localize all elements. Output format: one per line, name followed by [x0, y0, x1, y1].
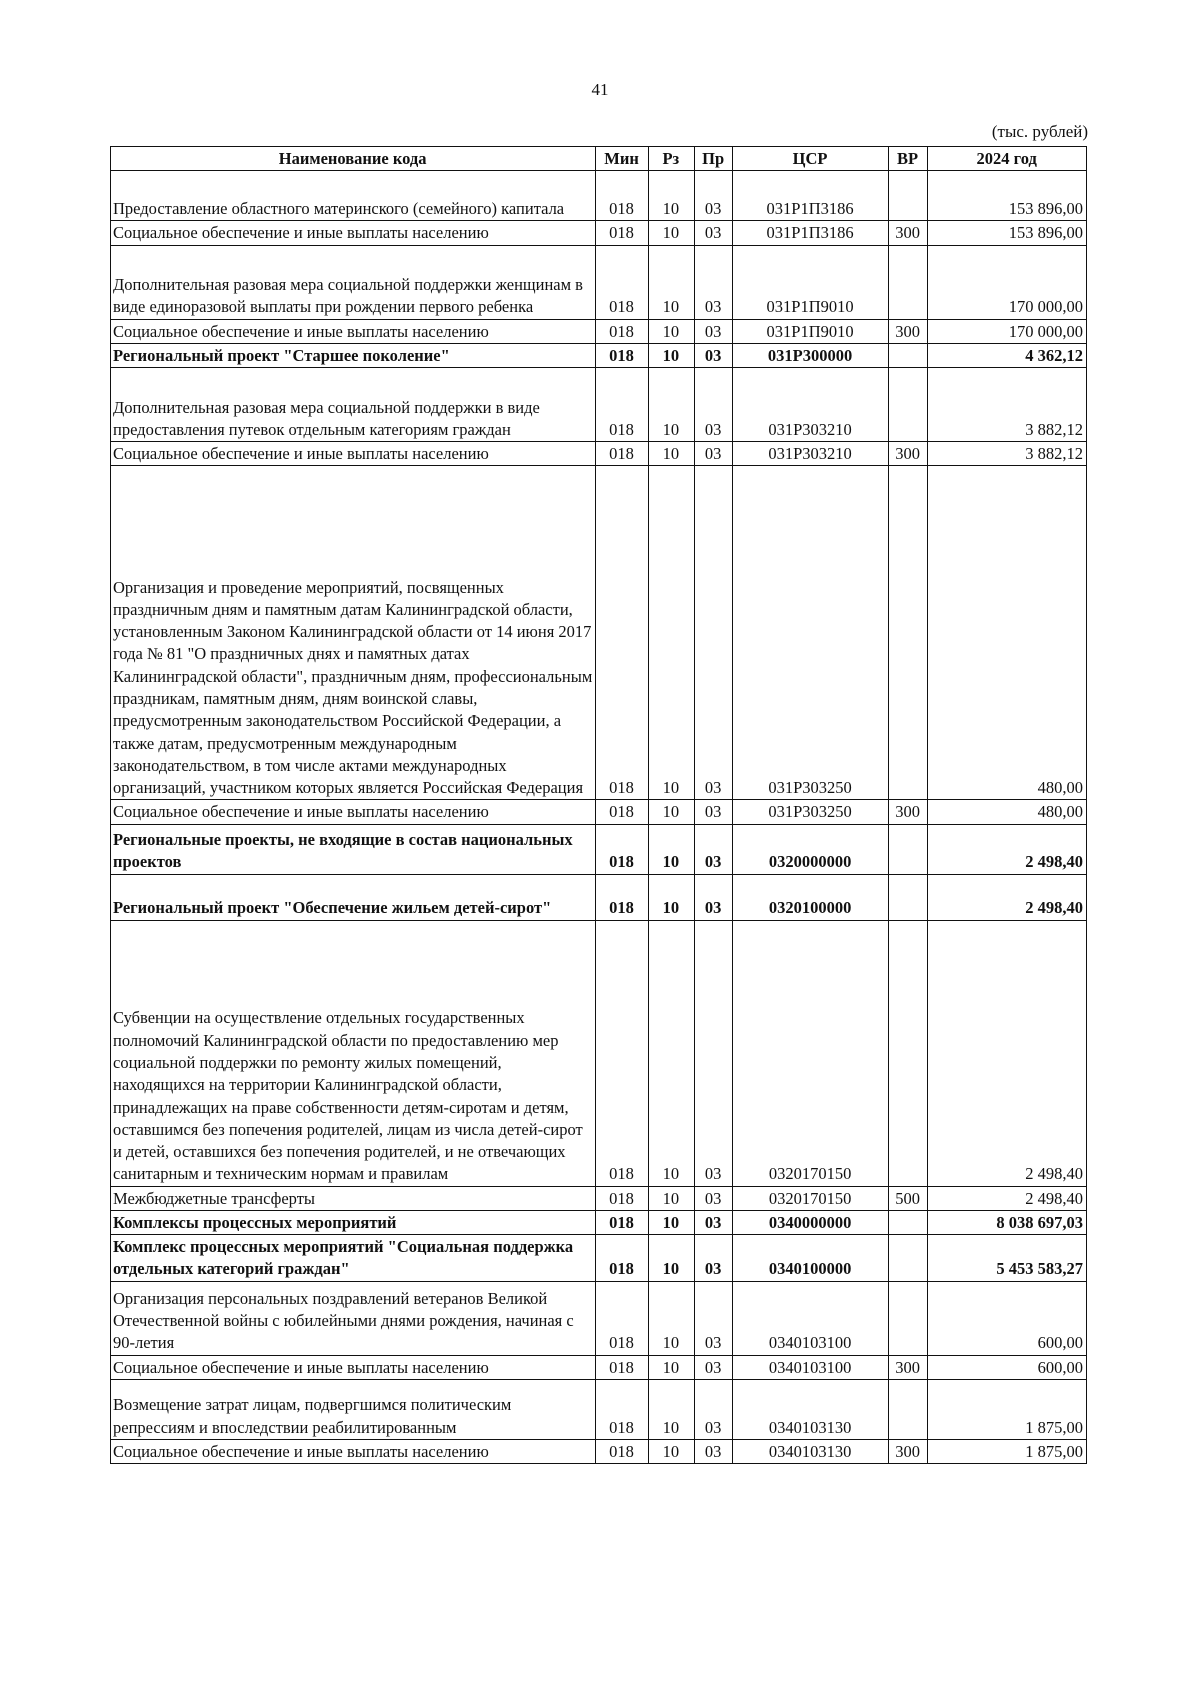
row-pr: 03 [694, 442, 733, 466]
row-name: Предоставление областного материнского (семейного) капитала [111, 171, 596, 221]
row-rz: 10 [648, 1235, 694, 1282]
row-csr: 031Р303250 [733, 466, 888, 800]
row-min: 018 [596, 874, 648, 920]
row-rz: 10 [648, 824, 694, 874]
row-rz: 10 [648, 171, 694, 221]
row-min: 018 [596, 245, 648, 319]
row-pr: 03 [694, 800, 733, 824]
table-row [111, 466, 1087, 800]
column-header: Пр [694, 147, 733, 171]
row-name: Субвенции на осуществление отдельных государственных полномочий Калининградской области по предоставлению мер социальной поддержки по ремонту жилых помещений, находящихся на территории Калининградской области, принадлежащих на праве собственности детям-сиротам и детям, оставшимся без попечения родителей, лицам из числа детей-сирот и детей, оставшихся без попечения родителей, и не отвечающих санитарным и техническим нормам и правилам [111, 920, 596, 1186]
row-amount: 3 882,12 [928, 442, 1087, 466]
row-name: Социальное обеспечение и иные выплаты населению [111, 442, 596, 466]
row-csr: 031Р300000 [733, 343, 888, 367]
page-number: 41 [591, 80, 609, 99]
row-pr: 03 [694, 920, 733, 1186]
row-vr [888, 343, 928, 367]
row-csr: 0340103130 [733, 1379, 888, 1439]
table-row [111, 368, 1087, 442]
row-rz: 10 [648, 319, 694, 343]
row-pr: 03 [694, 824, 733, 874]
row-name: Региональные проекты, не входящие в состав национальных проектов [111, 824, 596, 874]
row-amount: 170 000,00 [928, 245, 1087, 319]
row-amount: 2 498,40 [928, 874, 1087, 920]
row-rz: 10 [648, 245, 694, 319]
row-min: 018 [596, 920, 648, 1186]
row-pr: 03 [694, 245, 733, 319]
row-name: Возмещение затрат лицам, подвергшимся политическим репрессиям и впоследствии реабилитированным [111, 1379, 596, 1439]
table-row [111, 171, 1087, 221]
row-min: 018 [596, 1235, 648, 1282]
table-row [111, 920, 1087, 1186]
row-amount: 600,00 [928, 1355, 1087, 1379]
row-name: Социальное обеспечение и иные выплаты населению [111, 1439, 596, 1463]
row-vr [888, 1281, 928, 1355]
row-amount: 480,00 [928, 466, 1087, 800]
row-vr [888, 920, 928, 1186]
table-row [111, 319, 1087, 343]
row-vr [888, 1210, 928, 1234]
row-pr: 03 [694, 221, 733, 245]
table-row [111, 442, 1087, 466]
row-vr [888, 245, 928, 319]
row-csr: 0340103130 [733, 1439, 888, 1463]
row-amount: 170 000,00 [928, 319, 1087, 343]
budget-table [110, 146, 1087, 1464]
table-row [111, 245, 1087, 319]
table-row [111, 874, 1087, 920]
row-vr [888, 171, 928, 221]
row-vr: 300 [888, 221, 928, 245]
row-csr: 0320170150 [733, 920, 888, 1186]
row-min: 018 [596, 171, 648, 221]
table-row [111, 343, 1087, 367]
table-row [111, 1355, 1087, 1379]
column-header: Мин [596, 147, 648, 171]
table-row [111, 1186, 1087, 1210]
table-row [111, 1439, 1087, 1463]
row-vr: 300 [888, 1355, 928, 1379]
row-vr [888, 368, 928, 442]
table-row [111, 1210, 1087, 1234]
row-rz: 10 [648, 1186, 694, 1210]
row-name: Организация персональных поздравлений ветеранов Великой Отечественной войны с юбилейными днями рождения, начиная с 90-летия [111, 1281, 596, 1355]
row-name: Региональный проект "Обеспечение жильем детей-сирот" [111, 874, 596, 920]
row-name: Дополнительная разовая мера социальной поддержки женщинам в виде единоразовой выплаты при рождении первого ребенка [111, 245, 596, 319]
column-header: ЦСР [733, 147, 888, 171]
row-csr: 0340000000 [733, 1210, 888, 1234]
header-row [111, 147, 1087, 171]
row-csr: 031Р1П3186 [733, 171, 888, 221]
row-name: Дополнительная разовая мера социальной поддержки в виде предоставления путевок отдельным категориям граждан [111, 368, 596, 442]
row-rz: 10 [648, 1379, 694, 1439]
row-rz: 10 [648, 1210, 694, 1234]
row-vr: 300 [888, 442, 928, 466]
row-csr: 0340103100 [733, 1281, 888, 1355]
row-name: Комплекс процессных мероприятий "Социальная поддержка отдельных категорий граждан" [111, 1235, 596, 1282]
row-csr: 0340100000 [733, 1235, 888, 1282]
row-rz: 10 [648, 466, 694, 800]
row-amount: 153 896,00 [928, 221, 1087, 245]
row-rz: 10 [648, 1355, 694, 1379]
row-pr: 03 [694, 1439, 733, 1463]
row-min: 018 [596, 1210, 648, 1234]
row-csr: 031Р1П9010 [733, 319, 888, 343]
column-header: Рз [648, 147, 694, 171]
row-amount: 2 498,40 [928, 920, 1087, 1186]
row-csr: 031Р303210 [733, 368, 888, 442]
row-rz: 10 [648, 1439, 694, 1463]
table-row [111, 1281, 1087, 1355]
row-pr: 03 [694, 171, 733, 221]
row-pr: 03 [694, 874, 733, 920]
column-header: ВР [888, 147, 928, 171]
row-min: 018 [596, 221, 648, 245]
row-amount: 2 498,40 [928, 824, 1087, 874]
row-vr [888, 824, 928, 874]
row-min: 018 [596, 1281, 648, 1355]
row-name: Социальное обеспечение и иные выплаты населению [111, 1355, 596, 1379]
row-rz: 10 [648, 1281, 694, 1355]
row-csr: 031Р1П3186 [733, 221, 888, 245]
row-rz: 10 [648, 874, 694, 920]
row-name: Организация и проведение мероприятий, посвященных праздничным дням и памятным датам Калининградской области, установленным Законом Калининградской области от 14 июня 2017 года № 81 "О праздничных днях и памятных датах Калининградской области", праздничным дням, профессиональным праздникам, памятным дням, дням воинской славы, предусмотренным законодательством Российской Федерации, а также датам, предусмотренным международным законодательством, в том числе актами международных организаций, участником которых является Российская Федерация [111, 466, 596, 800]
row-vr [888, 1235, 928, 1282]
row-min: 018 [596, 442, 648, 466]
row-vr [888, 874, 928, 920]
column-header: Наименование кода [111, 147, 596, 171]
row-pr: 03 [694, 1235, 733, 1282]
row-csr: 0320000000 [733, 824, 888, 874]
row-amount: 600,00 [928, 1281, 1087, 1355]
row-pr: 03 [694, 1379, 733, 1439]
row-rz: 10 [648, 800, 694, 824]
row-amount: 1 875,00 [928, 1379, 1087, 1439]
row-rz: 10 [648, 442, 694, 466]
row-amount: 2 498,40 [928, 1186, 1087, 1210]
row-vr: 500 [888, 1186, 928, 1210]
row-vr: 300 [888, 319, 928, 343]
row-pr: 03 [694, 368, 733, 442]
row-min: 018 [596, 1439, 648, 1463]
row-vr: 300 [888, 1439, 928, 1463]
row-pr: 03 [694, 1355, 733, 1379]
table-row [111, 1379, 1087, 1439]
row-pr: 03 [694, 319, 733, 343]
row-csr: 0340103100 [733, 1355, 888, 1379]
row-name: Социальное обеспечение и иные выплаты населению [111, 319, 596, 343]
row-min: 018 [596, 1355, 648, 1379]
row-min: 018 [596, 1186, 648, 1210]
row-csr: 0320170150 [733, 1186, 888, 1210]
row-min: 018 [596, 368, 648, 442]
row-rz: 10 [648, 221, 694, 245]
row-amount: 5 453 583,27 [928, 1235, 1087, 1282]
row-name: Социальное обеспечение и иные выплаты населению [111, 221, 596, 245]
units-label: (тыс. рублей) [991, 122, 1088, 141]
row-min: 018 [596, 800, 648, 824]
row-vr [888, 466, 928, 800]
row-min: 018 [596, 319, 648, 343]
row-pr: 03 [694, 1186, 733, 1210]
row-min: 018 [596, 1379, 648, 1439]
row-csr: 031Р1П9010 [733, 245, 888, 319]
row-csr: 0320100000 [733, 874, 888, 920]
row-name: Социальное обеспечение и иные выплаты населению [111, 800, 596, 824]
row-csr: 031Р303210 [733, 442, 888, 466]
row-rz: 10 [648, 368, 694, 442]
row-name: Региональный проект "Старшее поколение" [111, 343, 596, 367]
row-min: 018 [596, 824, 648, 874]
row-pr: 03 [694, 466, 733, 800]
table-row [111, 1235, 1087, 1282]
row-vr [888, 1379, 928, 1439]
table-row [111, 800, 1087, 824]
row-amount: 4 362,12 [928, 343, 1087, 367]
row-csr: 031Р303250 [733, 800, 888, 824]
row-rz: 10 [648, 920, 694, 1186]
row-vr: 300 [888, 800, 928, 824]
row-amount: 8 038 697,03 [928, 1210, 1087, 1234]
row-rz: 10 [648, 343, 694, 367]
row-amount: 480,00 [928, 800, 1087, 824]
row-amount: 1 875,00 [928, 1439, 1087, 1463]
row-pr: 03 [694, 343, 733, 367]
row-name: Комплексы процессных мероприятий [111, 1210, 596, 1234]
row-name: Межбюджетные трансферты [111, 1186, 596, 1210]
row-min: 018 [596, 466, 648, 800]
row-min: 018 [596, 343, 648, 367]
table-row [111, 824, 1087, 874]
column-header: 2024 год [928, 147, 1087, 171]
row-amount: 3 882,12 [928, 368, 1087, 442]
row-amount: 153 896,00 [928, 171, 1087, 221]
row-pr: 03 [694, 1281, 733, 1355]
table-row [111, 221, 1087, 245]
row-pr: 03 [694, 1210, 733, 1234]
